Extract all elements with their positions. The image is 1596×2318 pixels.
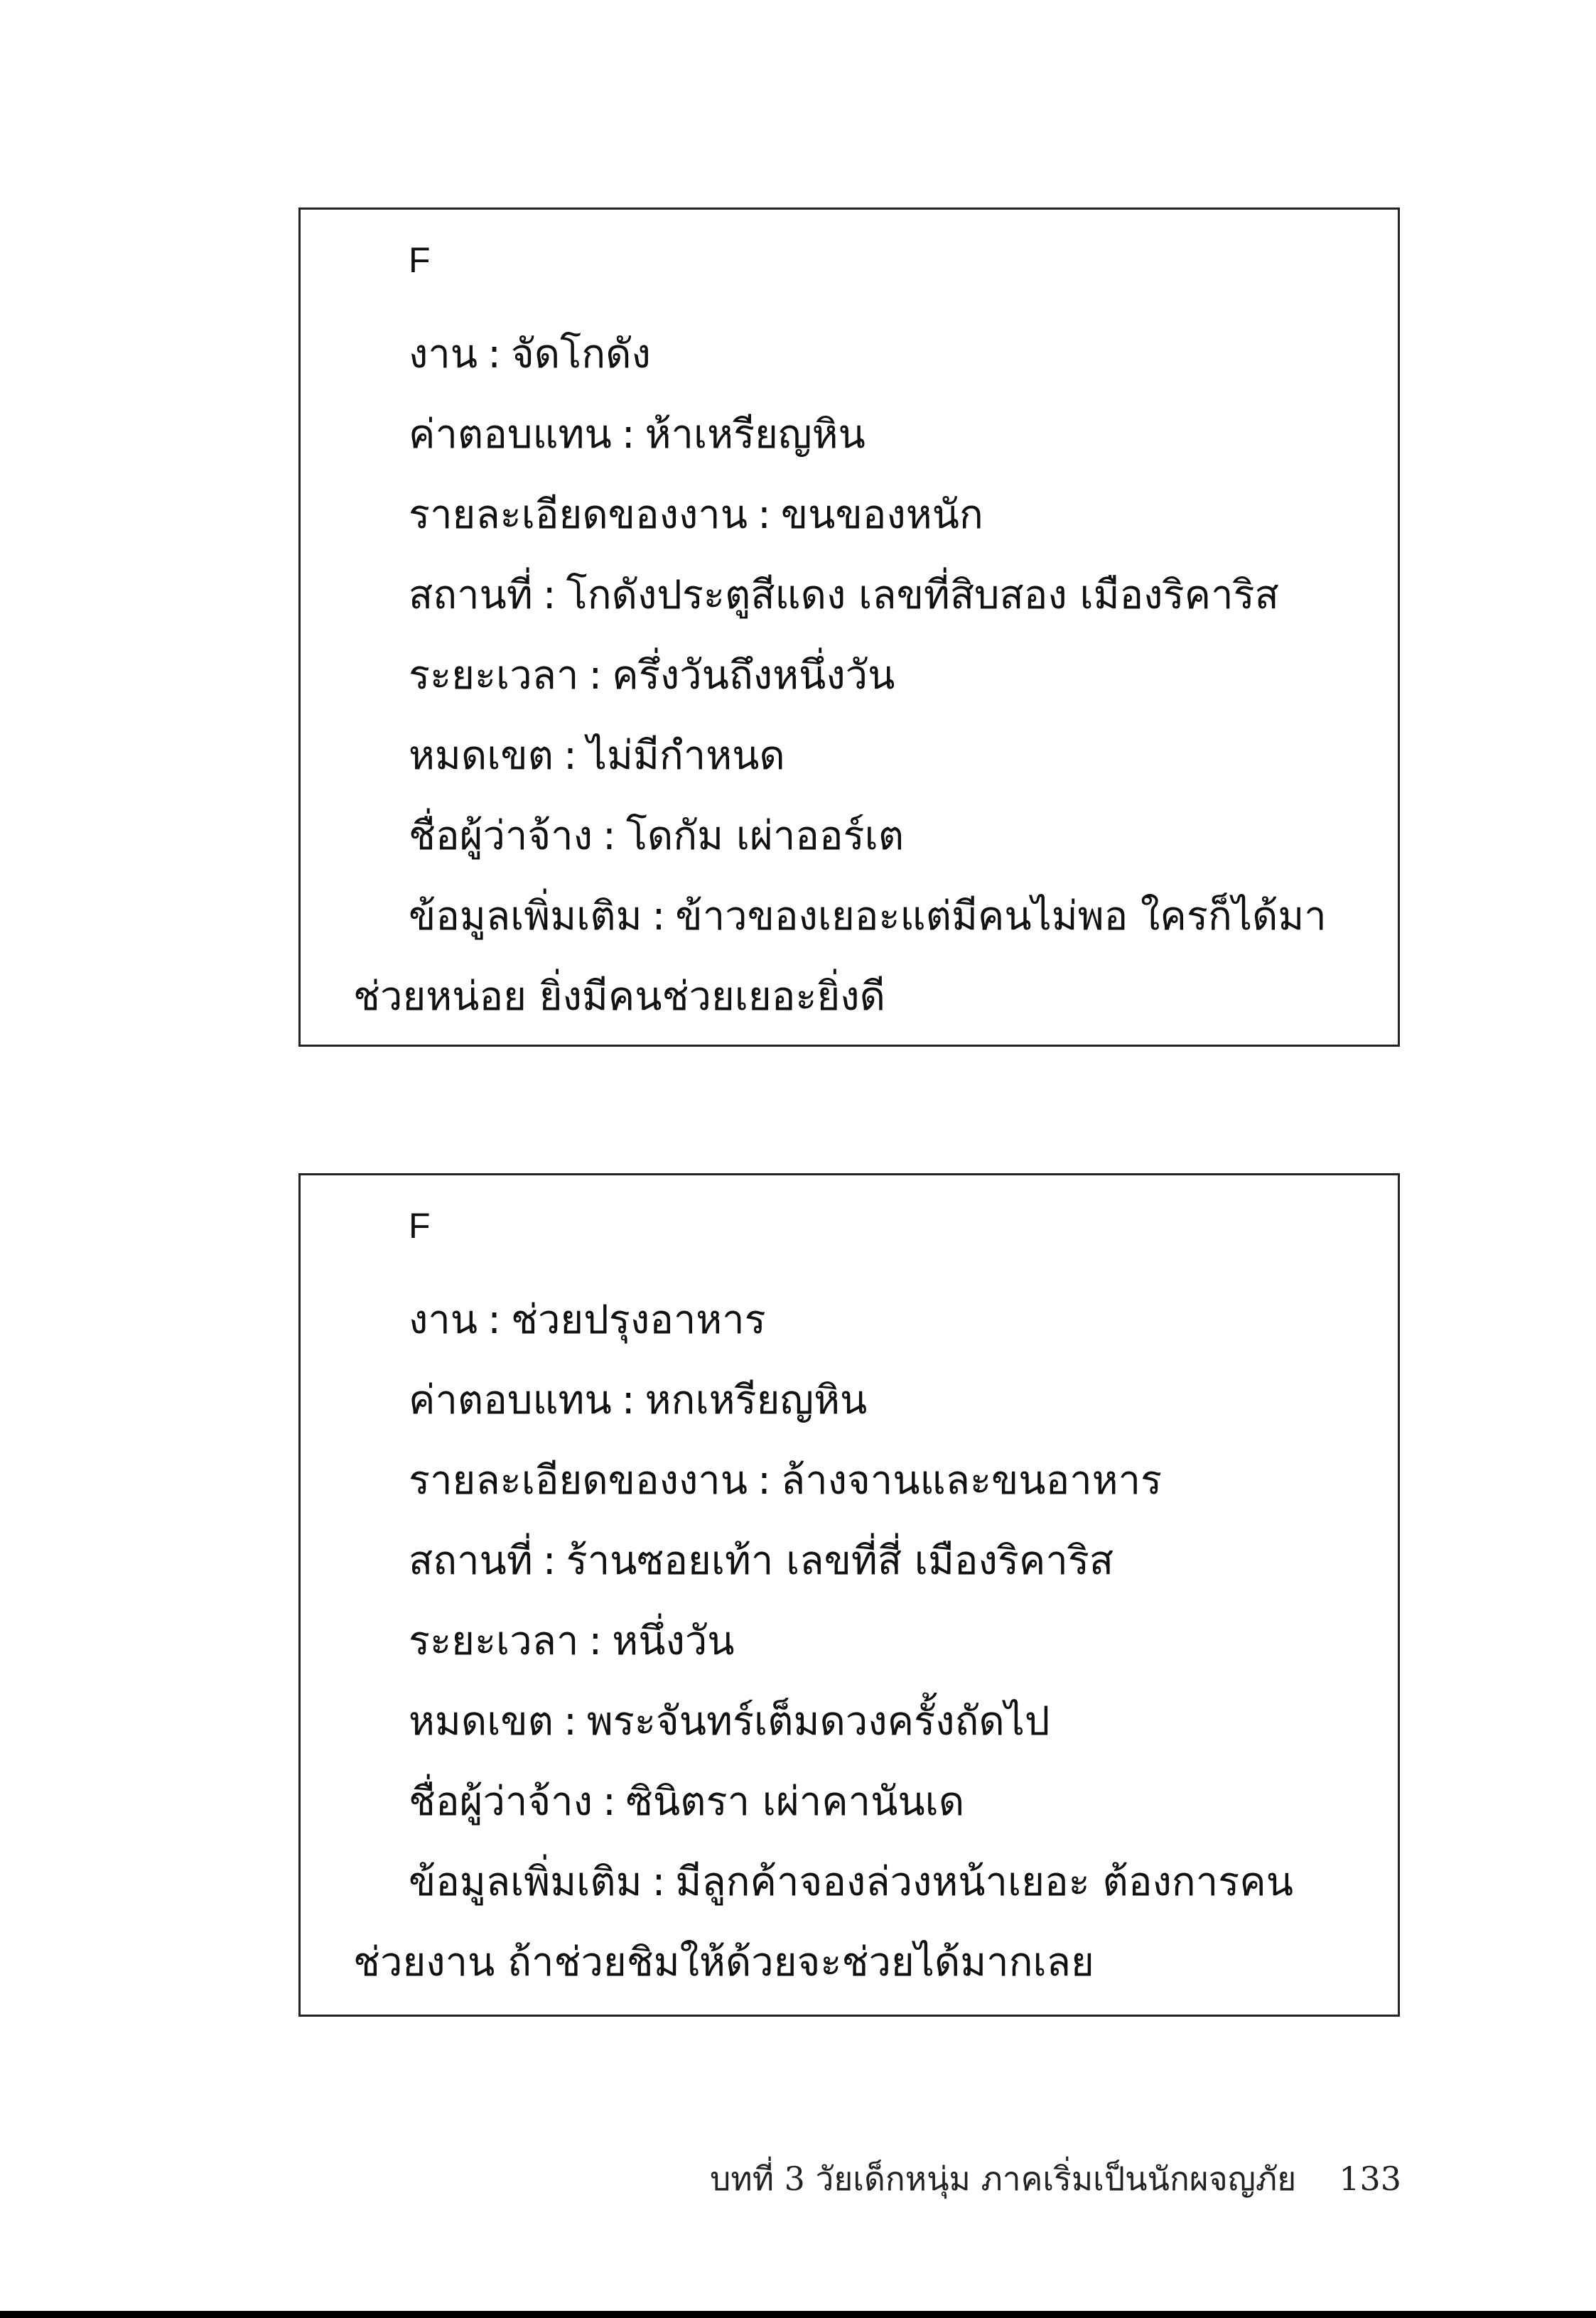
field-label: งาน (409, 331, 478, 377)
field-value: โดกัม เผ่าออร์เต (625, 813, 905, 859)
field-separator: : (621, 411, 635, 458)
field-duration (353, 1601, 1345, 1681)
field-label: ค่าตอบแทน (409, 411, 612, 458)
field-label: ข้อมูลเพิ่มเติม (409, 1859, 642, 1905)
field-label: งาน (409, 1297, 478, 1343)
field-separator: : (602, 813, 616, 859)
field-value: โกดังประตูสีแดง เลขที่สิบสอง เมืองริคาริส (566, 572, 1279, 618)
field-value: ขนของหนัก (780, 492, 983, 538)
page-footer (710, 2153, 1401, 2205)
field-separator: : (621, 1377, 635, 1423)
field-separator: : (757, 492, 771, 538)
field-separator: : (588, 652, 603, 699)
field-separator: : (563, 1698, 577, 1745)
field-separator: : (487, 1297, 501, 1343)
field-label: ข้อมูลเพิ่มเติม (409, 893, 642, 939)
field-value: ห้าเหรียญหิน (645, 411, 866, 458)
field-separator: : (542, 1538, 556, 1584)
field-label: ชื่อผู้ว่าจ้าง (409, 813, 593, 859)
field-value: ไม่มีกำหนด (586, 733, 785, 779)
field-employer (353, 1762, 1345, 1842)
field-value: มีลูกค้าจองล่วงหน้าเยอะ ต้องการคนช่วยงาน ถ้าช่วยชิมให้ด้วยจะช่วยได้มากเลย (353, 1859, 1293, 1985)
field-value: ซินิตรา เผ่าคานันเด (625, 1779, 965, 1825)
field-employer (353, 796, 1345, 876)
field-separator: : (542, 572, 556, 618)
field-deadline (353, 716, 1345, 796)
field-label: รายละเอียดของงาน (409, 492, 748, 538)
bottom-border (0, 2311, 1596, 2318)
field-value: ครึ่งวันถึงหนึ่งวัน (612, 652, 895, 699)
field-details (353, 475, 1345, 555)
field-job (353, 314, 1345, 394)
field-location (353, 555, 1345, 635)
field-separator: : (652, 893, 666, 939)
field-notes (353, 876, 1345, 1037)
field-duration (353, 635, 1345, 716)
field-deadline (353, 1681, 1345, 1762)
field-label: หมดเขต (409, 1698, 554, 1745)
field-label: ชื่อผู้ว่าจ้าง (409, 1779, 593, 1825)
field-value: ช่วยปรุงอาหาร (510, 1297, 766, 1343)
field-label: รายละเอียดของงาน (409, 1457, 748, 1504)
field-details (353, 1440, 1345, 1521)
field-separator: : (563, 733, 577, 779)
field-label: สถานที่ (409, 1538, 533, 1584)
field-job (353, 1280, 1345, 1360)
chapter-title: บทที่ 3 วัยเด็กหนุ่ม ภาคเริ่มเป็นนักผจญภัย (710, 2160, 1297, 2198)
job-grade: F (409, 1206, 431, 1246)
field-value: ร้านซอยเท้า เลขที่สี่ เมืองริคาริส (566, 1538, 1114, 1584)
job-card-2 (298, 1173, 1400, 2017)
field-separator: : (588, 1618, 603, 1664)
field-notes (353, 1842, 1345, 2002)
field-separator: : (652, 1859, 666, 1905)
job-grade: F (409, 240, 431, 280)
field-reward (353, 394, 1345, 475)
field-separator: : (602, 1779, 616, 1825)
field-label: หมดเขต (409, 733, 554, 779)
field-label: สถานที่ (409, 572, 533, 618)
field-label: ระยะเวลา (409, 652, 579, 699)
field-value: ข้าวของเยอะแต่มีคนไม่พอ ใครก็ได้มาช่วยหน่อย ยิ่งมีคนช่วยเยอะยิ่งดี (353, 893, 1327, 1020)
field-value: จัดโกดัง (510, 331, 651, 377)
field-separator: : (487, 331, 501, 377)
field-value: ล้างจานและขนอาหาร (780, 1457, 1163, 1504)
field-separator: : (757, 1457, 771, 1504)
field-reward (353, 1360, 1345, 1440)
field-label: ระยะเวลา (409, 1618, 579, 1664)
field-label: ค่าตอบแทน (409, 1377, 612, 1423)
field-value: หกเหรียญหิน (645, 1377, 868, 1423)
job-card-1 (298, 207, 1400, 1047)
field-location (353, 1521, 1345, 1601)
field-value: หนึ่งวัน (612, 1618, 735, 1664)
page-number: 133 (1339, 2160, 1401, 2198)
field-value: พระจันทร์เต็มดวงครั้งถัดไป (586, 1698, 1050, 1745)
